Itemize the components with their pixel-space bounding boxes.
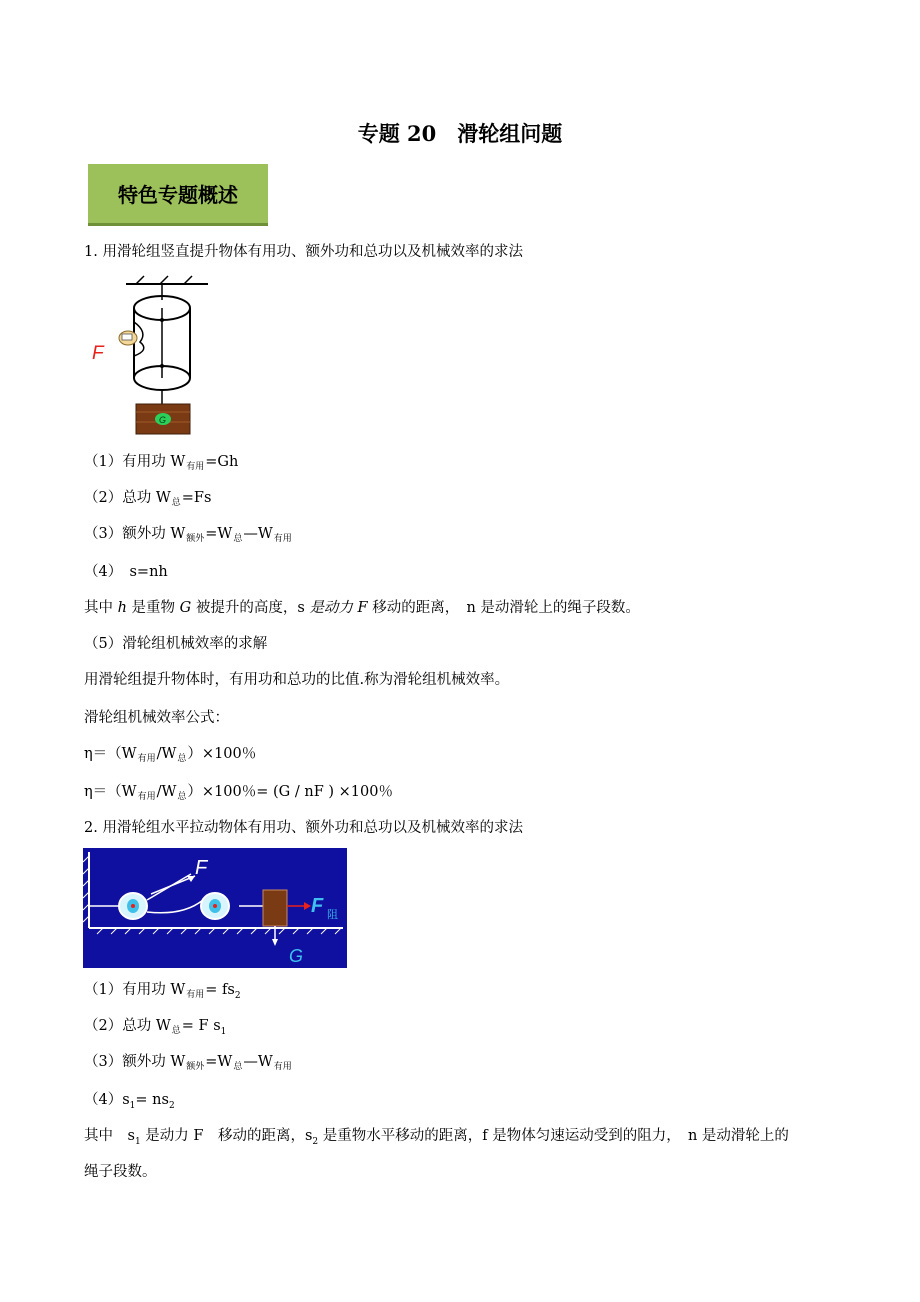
- s1-eq2: $\eta=(W_{有用}/W_总)\times 100$％= (G / nF ) ×100％: [84, 784, 393, 802]
- section2-heading: 2. 用滑轮组水平拉动物体有用功、额外功和总功以及机械效率的求法: [84, 820, 523, 836]
- s1-item2: （2）总功 $W_总=Fs$: [84, 490, 212, 508]
- s2-desc-line2: 绳子段数。: [84, 1164, 157, 1180]
- s1-item4: （4） s=nh: [84, 564, 168, 580]
- s1-item1: （1）有用功 $W_{有用}=Gh$: [84, 454, 239, 472]
- pulley-vertical-figure: [88, 272, 248, 436]
- force-F-label-2: F: [195, 857, 208, 879]
- s1-desc: 其中 h 是重物 G 被提升的高度，s 是动力 F 移动的距离， n 是动滑轮上的绳子段数。: [84, 600, 640, 616]
- s1-item5: （5）滑轮组机械效率的求解: [84, 636, 268, 652]
- s1-definition: 用滑轮组提升物体时，有用功和总功的比值.称为滑轮组机械效率。: [84, 672, 510, 688]
- block-object: [263, 890, 287, 926]
- movable-pulley-horizontal: [201, 893, 229, 919]
- s1-eq1: $\eta=(W_{有用}/W_总)\times 100$％: [84, 746, 257, 764]
- s1-item3: （3）额外功 $W_{额外}=W_总—W_{有用}$: [84, 526, 292, 544]
- s1-formula-label: 滑轮组机械效率公式：: [84, 710, 229, 726]
- s2-desc-line1: 其中 $s_1$ 是动力 F 移动的距离，$s_2$ 是重物水平移动的距离，f 是物体匀速运动受到的阻力， n 是动滑轮上的: [84, 1128, 789, 1147]
- gravity-G-label: G: [289, 946, 304, 966]
- s2-item1: （1）有用功 $W_{有用}= fs_2$: [84, 982, 241, 1001]
- force-F-label: F: [92, 343, 104, 364]
- hand-icon: [119, 331, 137, 345]
- weight-G-label: G: [159, 415, 167, 425]
- page-title: 专题 20 滑轮组问题: [357, 121, 563, 146]
- section1-heading: 1. 用滑轮组竖直提升物体有用功、额外功和总功以及机械效率的求法: [84, 244, 523, 260]
- pulley-horizontal-figure: [83, 848, 347, 968]
- friction-sub-label: 阻: [327, 908, 338, 921]
- s2-item2: （2）总功 $W_总= F$ $s_1$: [84, 1018, 227, 1037]
- fixed-pulley-horizontal: [119, 893, 147, 919]
- friction-F-label: F: [311, 895, 324, 917]
- s2-item4: $(4)s_1= ns_2$: [84, 1092, 175, 1111]
- s2-item3: （3）额外功 $W_{额外}=W_总—W_{有用}$: [84, 1054, 292, 1072]
- section-badge: 特色专题概述: [88, 164, 268, 226]
